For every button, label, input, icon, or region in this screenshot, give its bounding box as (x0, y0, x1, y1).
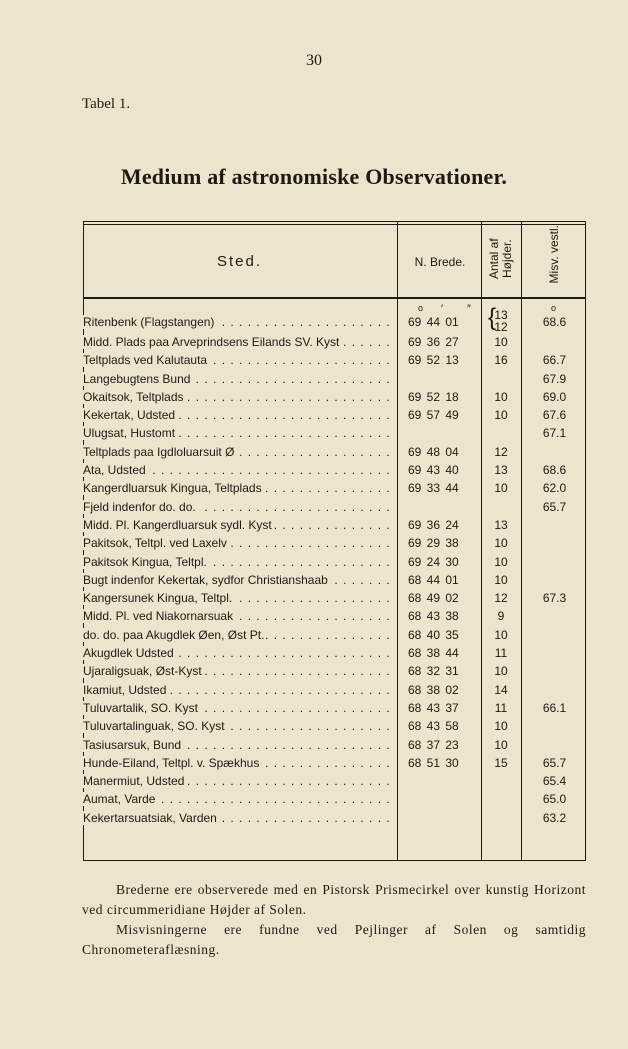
table-row (83, 304, 586, 335)
latitude-cell: 69 36 27 (408, 335, 459, 349)
latitude-cell: 69 33 44 (408, 481, 459, 496)
count-cell: 15 (494, 755, 508, 770)
place-cell (83, 738, 396, 752)
count-cell: 10 (494, 335, 508, 349)
place-cell (83, 609, 396, 623)
place-cell (83, 390, 396, 404)
latitude-cell: 68 38 02 (408, 682, 459, 697)
count-cell: 13 (494, 463, 508, 478)
place-cell (83, 792, 396, 806)
place-cell (83, 315, 396, 329)
place-cell (83, 335, 396, 349)
table-row (83, 646, 586, 664)
place-cell (83, 683, 396, 697)
count-cell: 10 (494, 481, 508, 496)
place-cell (83, 500, 396, 514)
place-name: Fjeld indenfor do. do. (83, 499, 196, 514)
deviation-cell: 69.0 (542, 389, 567, 404)
latitude-cell: 68 38 44 (408, 646, 459, 661)
table-row (83, 555, 586, 573)
count-cell: 10 (494, 627, 508, 642)
place-name: Bugt indenfor Kekertak, sydfor Christianshaab (83, 572, 328, 587)
latitude-cell: 69 44 01 (408, 315, 459, 329)
place-name: Tuluvartalik, SO. Kyst (83, 700, 198, 715)
count-cell: 9 (497, 609, 505, 624)
count-cell: 14 (494, 682, 508, 697)
footnote-deviation: Misvisningerne ere fundne ved Pejlinger af Solen og samtidig Chronometeraflæsning. (82, 922, 586, 957)
deviation-cell: 65.7 (542, 499, 567, 514)
header-deviation (527, 225, 582, 293)
table-label: Tabel 1. (82, 96, 131, 112)
table-row (83, 774, 586, 792)
place-cell (83, 646, 396, 660)
table-row (83, 591, 586, 609)
header-rule (83, 297, 586, 299)
latitude-cell: 68 37 23 (408, 737, 459, 752)
table-title: Medium af astronomiske Observationer. (120, 164, 508, 189)
deviation-cell: 63.2 (542, 810, 567, 825)
place-cell (83, 518, 396, 532)
deviation-cell: 62.0 (542, 481, 567, 496)
place-name: Kangerdluarsuk Kingua, Teltplads (83, 481, 262, 496)
place-cell (83, 445, 396, 459)
header-count (484, 225, 518, 293)
count-cell: 10 (494, 389, 508, 404)
place-name: Midd. Plads paa Arveprindsens Eilands SV. Kyst (83, 335, 340, 349)
count-cell: 10 (494, 572, 508, 587)
place-cell (83, 628, 396, 642)
place-name: Ujaraligsuak, Øst-Kyst (83, 664, 202, 679)
table-row (83, 738, 586, 756)
place-cell (83, 719, 396, 733)
deviation-cell: 67.3 (542, 591, 567, 606)
deviation-cell: 67.1 (542, 426, 567, 441)
table-row (83, 518, 586, 536)
place-cell (83, 573, 396, 587)
place-cell (83, 591, 396, 605)
place-name: Ulugsat, Hustomt (83, 426, 176, 441)
place-name: Aumat, Varde (83, 792, 156, 807)
latitude-cell: 68 49 02 (408, 591, 459, 606)
table-row (83, 573, 586, 591)
place-name: Hunde-Eiland, Teltpl. v. Spækhus (83, 755, 260, 770)
place-name: Pakitsok, Teltpl. ved Laxelv (83, 536, 227, 551)
place-name: Kekertak, Udsted (83, 408, 176, 423)
table-row (83, 756, 586, 774)
place-cell (83, 353, 396, 367)
deviation-cell: 65.0 (542, 792, 567, 807)
latitude-cell: 69 48 04 (408, 444, 459, 459)
place-cell (83, 774, 396, 788)
place-cell (83, 701, 396, 715)
table-row (83, 481, 586, 499)
count-cell: 10 (494, 536, 508, 551)
table-row (83, 500, 586, 518)
latitude-cell: 68 43 38 (408, 609, 459, 624)
footnote-latitude: Brederne ere observerede med en Pistorsk Prismecirkel over kunstig Horizont ved circummeridiane Højder af Solen. (82, 882, 586, 917)
count-cell: 13 12 (494, 308, 508, 334)
table-row (83, 372, 586, 390)
degree-mark: o (418, 303, 424, 313)
deviation-degree-mark: o (551, 303, 557, 313)
table-row (83, 463, 586, 481)
table-row (83, 811, 586, 829)
place-name: Langebugtens Bund (83, 371, 191, 386)
table-body (83, 304, 586, 829)
latitude-cell: 69 43 40 (408, 463, 459, 478)
latitude-cell: 69 57 49 (408, 408, 459, 423)
place-cell (83, 372, 396, 386)
observation-table (83, 221, 586, 862)
place-name: Ikamiut, Udsted (83, 682, 167, 697)
header-place: Sted. (216, 253, 263, 270)
table-row (83, 719, 586, 737)
place-cell (83, 426, 396, 440)
latitude-cell: 69 29 38 (408, 536, 459, 551)
place-name: do. do. paa Akugdlek Øen, Øst Pt. (83, 627, 265, 642)
table-bottom-rule (83, 860, 586, 861)
page-number: 30 (306, 52, 322, 69)
place-name: Ata, Udsted (83, 463, 146, 478)
count-cell: 11 (494, 700, 508, 715)
latitude-cell: 68 43 58 (408, 719, 459, 734)
table-row (83, 390, 586, 408)
latitude-cell: 68 43 37 (408, 700, 459, 715)
deviation-cell: 66.1 (542, 700, 567, 715)
place-name: Midd. Pl. ved Niakornarsuak (83, 609, 234, 624)
place-name: Teltplads ved Kalutauta (83, 353, 208, 368)
deviation-cell: 67.9 (542, 371, 567, 386)
table-row (83, 701, 586, 719)
minute-mark: ′ (441, 303, 444, 315)
place-name: Manermiut, Udsted (83, 774, 185, 789)
deviation-cell: 68.6 (542, 463, 567, 478)
table-row (83, 792, 586, 810)
place-name: Tasiusarsuk, Bund (83, 737, 182, 752)
count-cell: 10 (494, 719, 508, 734)
table-row (83, 335, 586, 353)
place-name: Pakitsok Kingua, Teltpl. (83, 554, 207, 569)
count-cell: 12 (494, 591, 508, 606)
place-cell (83, 811, 396, 825)
deviation-cell: 65.4 (542, 774, 567, 789)
header-count-label: Antal af Højder. (487, 238, 514, 280)
latitude-cell: 68 40 35 (408, 627, 459, 642)
latitude-cell: 68 44 01 (408, 572, 459, 587)
place-name: Teltplads paa Igdloluarsuit Ø (83, 444, 235, 459)
latitude-cell: 69 24 30 (408, 554, 459, 569)
latitude-cell: 69 52 13 (408, 353, 459, 368)
place-name: Kekertarsuatsiak, Varden (83, 810, 217, 825)
header-deviation-label: Misv. vestl. (547, 225, 561, 284)
place-cell (83, 536, 396, 550)
count-cell: 13 (494, 517, 508, 532)
second-mark: ″ (467, 303, 471, 315)
place-cell (83, 408, 396, 422)
latitude-cell: 68 51 30 (408, 755, 459, 770)
place-name: Midd. Pl. Kangerdluarsuk sydl. Kyst (83, 517, 272, 532)
place-name: Akugdlek Udsted (83, 646, 174, 661)
deviation-cell: 65.7 (542, 755, 567, 770)
deviation-cell: 67.6 (542, 408, 567, 423)
table-row (83, 536, 586, 554)
count-cell: 10 (494, 408, 508, 423)
place-name: Ritenbenk (Flagstangen) (83, 315, 215, 329)
place-name: Okaitsok, Teltplads (83, 389, 184, 404)
table-row (83, 408, 586, 426)
place-cell (83, 555, 396, 569)
latitude-cell: 69 52 18 (408, 389, 459, 404)
count-cell: 10 (494, 554, 508, 569)
table-row (83, 353, 586, 371)
table-row (83, 445, 586, 463)
place-cell (83, 664, 396, 678)
place-cell (83, 481, 396, 495)
latitude-cell: 68 32 31 (408, 664, 459, 679)
table-top-rule (83, 221, 586, 222)
count-cell: 10 (494, 737, 508, 752)
table-row (83, 628, 586, 646)
deviation-cell: 68.6 (542, 315, 567, 329)
place-name: Tuluvartalinguak, SO. Kyst (83, 719, 225, 734)
header-latitude: N. Brede. (414, 255, 466, 269)
table-row (83, 609, 586, 627)
place-name: Kangersunek Kingua, Teltpl. (83, 591, 233, 606)
count-cell: 11 (494, 646, 508, 661)
table-row (83, 426, 586, 444)
latitude-cell: 69 36 24 (408, 517, 459, 532)
count-cell: 12 (494, 444, 508, 459)
count-cell: 10 (494, 664, 508, 679)
table-row (83, 664, 586, 682)
place-cell (83, 463, 396, 477)
place-cell (83, 756, 396, 770)
brace-glyph: { (488, 304, 497, 331)
table-row (83, 683, 586, 701)
deviation-cell: 66.7 (542, 353, 567, 368)
count-cell: 16 (494, 353, 508, 368)
